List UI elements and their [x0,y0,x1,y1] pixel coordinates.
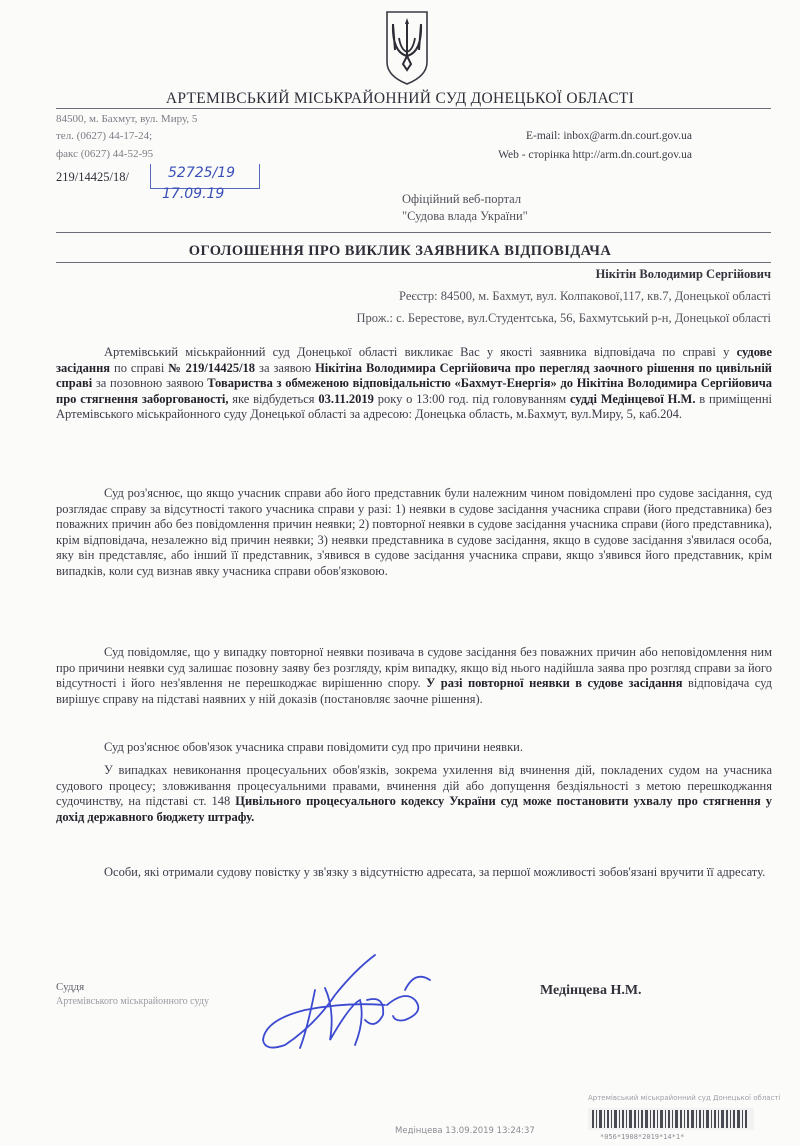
registration-address: Реєстр: 84500, м. Бахмут, вул. Колпакової,117, кв.7, Донецької області [399,289,771,303]
electronic-signature-stamp: Медінцева 13.09.2019 13:24:37 [395,1126,535,1136]
respondent-name: Нікітін Володимир Сергійович [595,267,771,281]
judge-label: Суддя [56,981,85,993]
paragraph-repeated-absence: Суд повідомляє, що у випадку повторної неявки позивача в судове засідання без поважних причин або неповідомлення ним про причини неявки суд залишає позовну заяву без розгляду, крім випадку, якщо від нього надійшла заява про розгляд справи за його відсутності і його нез'явлення не перешкоджає вирішенню спору. У разі повторної неявки в судове засідання відповідача суд вирішує справу на підставі наявних у ній доказів (постановляє заочне рішення). [56,645,772,706]
recipient-line-1: Офіційний веб-портал [402,192,522,206]
judge-name: Медінцева Н.М. [540,983,642,998]
title-top-rule [56,232,771,233]
paragraph-delivery: Особи, які отримали судову повістку у зв'язку з відсутністю адресата, за першої можливості зобов'язані вручити її адресату. [104,865,766,879]
judge-court-sub: Артемівського міськрайонного суду [56,996,209,1007]
notice-title: ОГОЛОШЕННЯ ПРО ВИКЛИК ЗАЯВНИКА ВІДПОВІДАЧА [188,243,612,259]
court-website: Web - сторінка http://arm.dn.court.gov.ua [498,149,692,161]
handwritten-date: 17.09.19 [162,186,225,202]
paragraph-absence-rules: Суд роз'яснює, що якщо учасник справи або його представник були належним чином повідомлені про судове засідання, суд розглядає справу за відсутності такого учасника справи у разі: 1) неявки в судове засідання учасника справи (його представника) без поважних причин або без повідомлення причин неявки; 2) повторної неявки в судове засідання учасника справи (його представника), крім відповідача, незалежно від причин неявки; 3) неявки представника в судове засідання, якщо в судове засідання з'явилася особа, яку він представляє, або інший її представник, з'явився в судове засідання учасника справи, якщо з'явився його представник, крім випадків, коли суд визнав явку учасника справи обов'язковою. [56,486,772,578]
paragraph-notify-duty: Суд роз'яснює обов'язок учасника справи повідомити суд про причини неявки. [104,740,523,754]
recipient-line-2: "Судова влада України" [402,209,528,223]
court-title: АРТЕМІВСЬКИЙ МІСЬКРАЙОННИЙ СУД ДОНЕЦЬКОЇ ОБЛАСТІ [165,90,635,107]
court-fax: факс (0627) 44-52-95 [56,148,154,160]
residence-address: Прож.: с. Берестове, вул.Студентська, 56, Бахмутський р-н, Донецької області [356,311,771,325]
header-divider [56,108,771,109]
handwritten-reference: 52725/19 [168,165,236,181]
court-email: E-mail: inbox@arm.dn.court.gov.ua [525,130,692,142]
title-bottom-rule [56,262,771,263]
case-number-value: 219/14425/18 [56,170,126,184]
case-number: 219/14425/18/ [56,170,129,184]
paragraph-summons: Артемівський міськрайонний суд Донецької області викликає Вас у якості заявника відповідача по справі у судове засідання по справі № 219/14425/18 за заявою Нікітіна Володимира Сергійовича про перегляд заочного рішення по цивільній справі за позовною заявою Товариства з обмеженою відповідальністю «Бахмут-Енергія» до Нікітіна Володимира Сергійовича про стягнення заборгованості, яке відбудеться 03.11.2019 року о 13:00 год. під головуванням судді Медінцевої Н.М. в приміщенні Артемівського міськрайонного суду Донецької області за адресою: Донецька область, м.Бахмут, вул.Миру, 5, каб.204. [56,345,772,422]
court-address: 84500, м. Бахмут, вул. Миру, 5 [56,113,198,125]
barcode-caption: Артемівський міськрайонний суд Донецької області [588,1094,781,1102]
trident-emblem-icon [383,8,431,86]
barcode-number: *056*1908*2019*14*1* [600,1133,685,1141]
paragraph-fine: У випадках невиконання процесуальних обов'язків, зокрема ухилення від вчинення дій, покладених судом на учасника судового процесу; зловживання процесуальними правами, вчинення дій або допущення бездіяльності з метою перешкоджання судочинству, на підставі ст. 148 Цивільного процесуального кодексу України суд може постановити ухвалу про стягнення у дохід державного бюджету штрафу. [56,763,772,824]
court-phone: тел. (0627) 44-17-24; [56,130,153,142]
judge-signature [255,950,440,1055]
